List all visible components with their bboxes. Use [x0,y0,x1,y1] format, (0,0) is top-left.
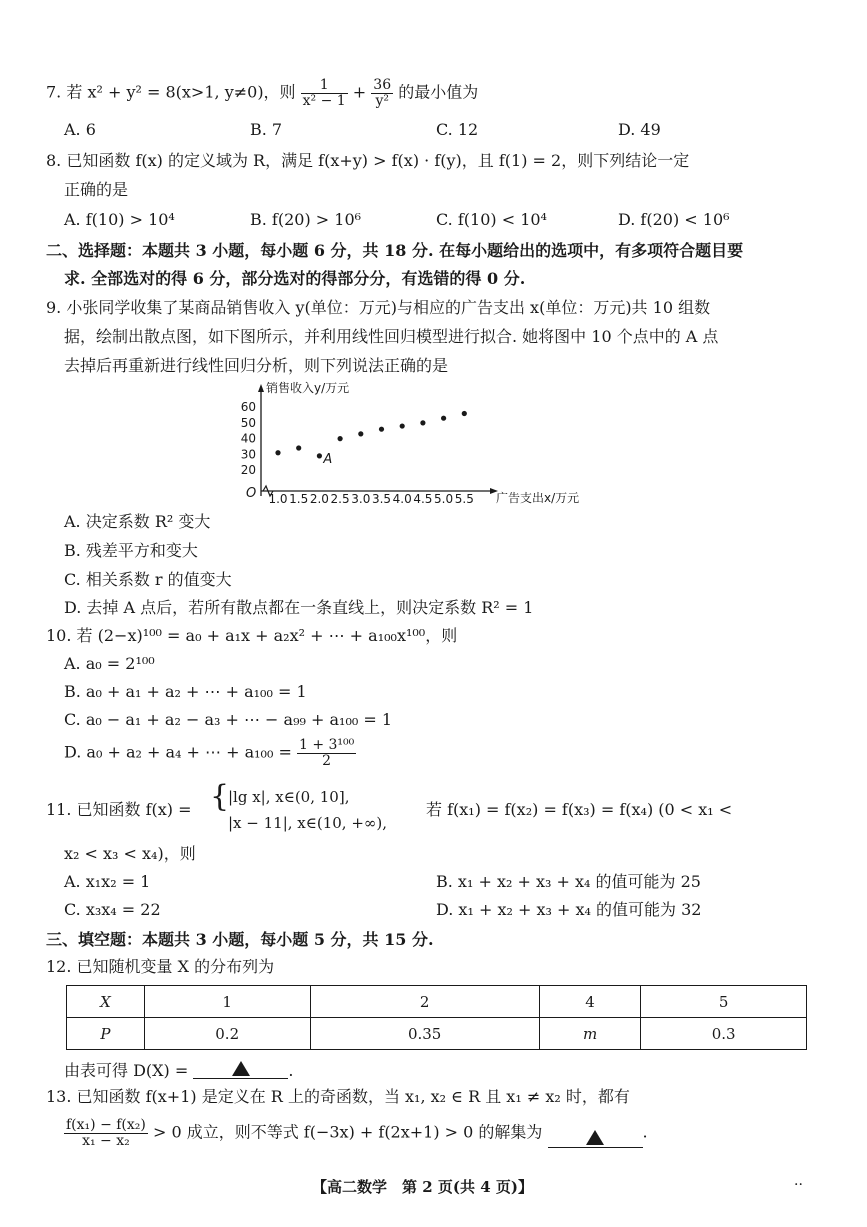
table-cell: 4 [539,986,641,1018]
q11-case1: |lg x|, x∈(0, 10], [228,788,350,806]
triangle-icon [586,1130,604,1145]
scatter-point [317,453,322,458]
q11-option-a: A. x₁x₂ = 1 [64,872,151,891]
y-tick-label: 60 [240,400,256,415]
table-row-probabilities [67,1018,807,1050]
scatter-point [441,416,446,421]
q7-stem: 7. 若 x² + y² = 8(x>1, y≠0)，则 $\frac{1}{\text{x² − 1}}$ + $\frac{36}{\text{y²}}$ 的最小值为 [46,77,479,109]
q13-stem-line1: 13. 已知函数 f(x+1) 是定义在 R 上的奇函数，当 x₁, x₂ ∈ R 且 x₁ ≠ x₂ 时，都有 [46,1087,630,1106]
q9-option-b: B. 残差平方和变大 [64,541,198,560]
q8-option-a: A. f(10) > 10⁴ [64,210,175,229]
q11-stem-a: 11. 已知函数 f(x) = [46,800,192,819]
scatter-point [400,423,405,428]
table-cell: 0.2 [144,1018,310,1050]
q12-answer-blank[interactable] [193,1060,288,1079]
q9-option-d: D. 去掉 A 点后，若所有散点都在一条直线上，则决定系数 R² = 1 [64,598,534,617]
q10-stem: 10. 若 (2−x)¹⁰⁰ = a₀ + a₁x + a₂x² + ⋯ + a₁₀₀x¹⁰⁰，则 [46,626,458,645]
x-tick-label: 2.0 [309,492,329,506]
q9-option-a: A. 决定系数 R² 变大 [64,512,211,531]
y-tick-label: 30 [240,447,256,462]
q10-option-d: D. a₀ + a₂ + a₄ + ⋯ + a₁₀₀ = $\frac{\text{1 + 3¹⁰⁰}}{2}$ [64,737,355,769]
origin-label: O [246,486,257,501]
triangle-icon [232,1061,250,1076]
x-tick-label: 1.5 [289,492,309,506]
q11-brace: { [210,779,230,814]
scatter-point [296,445,301,450]
table-cell: X [67,986,145,1018]
table-cell: 0.35 [310,1018,539,1050]
q9-stem-line3: 去掉后再重新进行线性回归分析，则下列说法正确的是 [64,356,449,375]
table-row-values [67,986,807,1018]
y-tick-label: 20 [240,463,256,477]
q11-case2: |x − 11|, x∈(10, +∞), [228,814,388,832]
section2-heading-line1: 二、选择题：本题共 3 小题，每小题 6 分，共 18 分. 在每小题给出的选项中，有多项符合题目要 [46,241,744,260]
q13-fraction: $\frac{\text{f(x₁) − f(x₂)}}{\text{x₁ − x₂}}$ [66,1117,146,1149]
point-a-label: A [323,451,333,467]
q11-option-d: D. x₁ + x₂ + x₃ + x₄ 的值可能为 32 [436,900,702,919]
scatter-point [462,411,467,416]
x-tick-label: 4.5 [413,492,433,506]
table-cell: m [539,1018,641,1050]
table-cell: 2 [310,986,539,1018]
x-tick-label: 2.5 [330,492,350,506]
scatter-point [379,427,384,432]
q11-stem-line2: x₂ < x₃ < x₄)，则 [64,844,196,863]
q7-option-c: C. 12 [436,120,479,139]
q8-option-b: B. f(20) > 10⁶ [250,210,362,229]
q7-option-a: A. 6 [64,120,96,139]
y-axis [258,384,264,496]
q13-stem-line2: $\frac{\text{f(x₁) − f(x₂)}}{\text{x₁ − x₂}}$ > 0 成立，则不等式 f(−3x) + f(2x+1) > 0 的解集为 . [66,1117,648,1149]
x-tick-label: 1.0 [268,492,288,506]
footer-mark: ·· [794,1177,803,1193]
table-cell: P [67,1018,145,1050]
q10-option-c: C. a₀ − a₁ + a₂ − a₃ + ⋯ − a₉₉ + a₁₀₀ = 1 [64,710,393,729]
table-cell: 0.3 [641,1018,807,1050]
page-footer: 【高二数学 第 2 页(共 4 页)】 [312,1178,533,1196]
q8-stem-line2: 正确的是 [64,180,129,199]
x-axis-label: 广告支出x/万元 [496,491,580,505]
section2-heading-line2: 求. 全部选对的得 6 分，部分选对的得部分分，有选错的得 0 分. [64,269,526,288]
scatter-plot [230,378,620,508]
scatter-point [358,431,363,436]
q8-option-d: D. f(20) < 10⁶ [618,210,730,229]
y-tick-label: 50 [240,415,256,430]
q8-option-c: C. f(10) < 10⁴ [436,210,547,229]
q10-option-d-fraction: $\frac{\text{1 + 3¹⁰⁰}}{2}$ [298,737,355,769]
q7-option-b: B. 7 [250,120,283,139]
q9-stem-line1: 9. 小张同学收集了某商品销售收入 y(单位：万元)与相应的广告支出 x(单位：万元)共 10 组数 [46,298,711,317]
q8-stem-line1: 8. 已知函数 f(x) 的定义域为 R，满足 f(x+y) > f(x) · f(y)，且 f(1) = 2，则下列结论一定 [46,151,690,170]
table-cell: 1 [144,986,310,1018]
section3-heading: 三、填空题：本题共 3 小题，每小题 5 分，共 15 分. [46,930,434,949]
x-tick-label: 3.0 [351,492,371,506]
x-tick-label: 5.5 [454,492,474,506]
q10-option-a: A. a₀ = 2¹⁰⁰ [64,654,155,673]
q9-stem-line2: 据，绘制出散点图，如下图所示，并利用线性回归模型进行拟合. 她将图中 10 个点中的 A 点 [64,327,719,346]
q11-option-c: C. x₃x₄ = 22 [64,900,161,919]
scatter-point [420,420,425,425]
scatter-point [275,450,280,455]
y-axis-label: 销售收入y/万元 [266,381,350,395]
q13-answer-blank[interactable] [548,1129,643,1148]
x-tick-label: 5.0 [434,492,454,506]
scatter-point [338,436,343,441]
x-tick-label: 3.5 [371,492,392,506]
q7-option-d: D. 49 [618,120,661,139]
q12-stem: 12. 已知随机变量 X 的分布列为 [46,957,275,976]
q7-frac2: $\frac{36}{\text{y²}}$ [373,77,392,109]
x-tick-label: 4.0 [392,492,412,506]
q11-stem-b: 若 f(x₁) = f(x₂) = f(x₃) = f(x₄) (0 < x₁ < [426,800,733,819]
q7-frac1: $\frac{1}{\text{x² − 1}}$ [302,77,346,109]
q11-option-b: B. x₁ + x₂ + x₃ + x₄ 的值可能为 25 [436,872,701,891]
q12-answer-line: 由表可得 D(X) = . [64,1061,294,1080]
table-cell: 5 [641,986,807,1018]
q10-option-b: B. a₀ + a₁ + a₂ + ⋯ + a₁₀₀ = 1 [64,682,307,701]
distribution-table [66,985,807,1050]
q9-option-c: C. 相关系数 r 的值变大 [64,570,232,589]
y-tick-label: 40 [240,431,256,446]
